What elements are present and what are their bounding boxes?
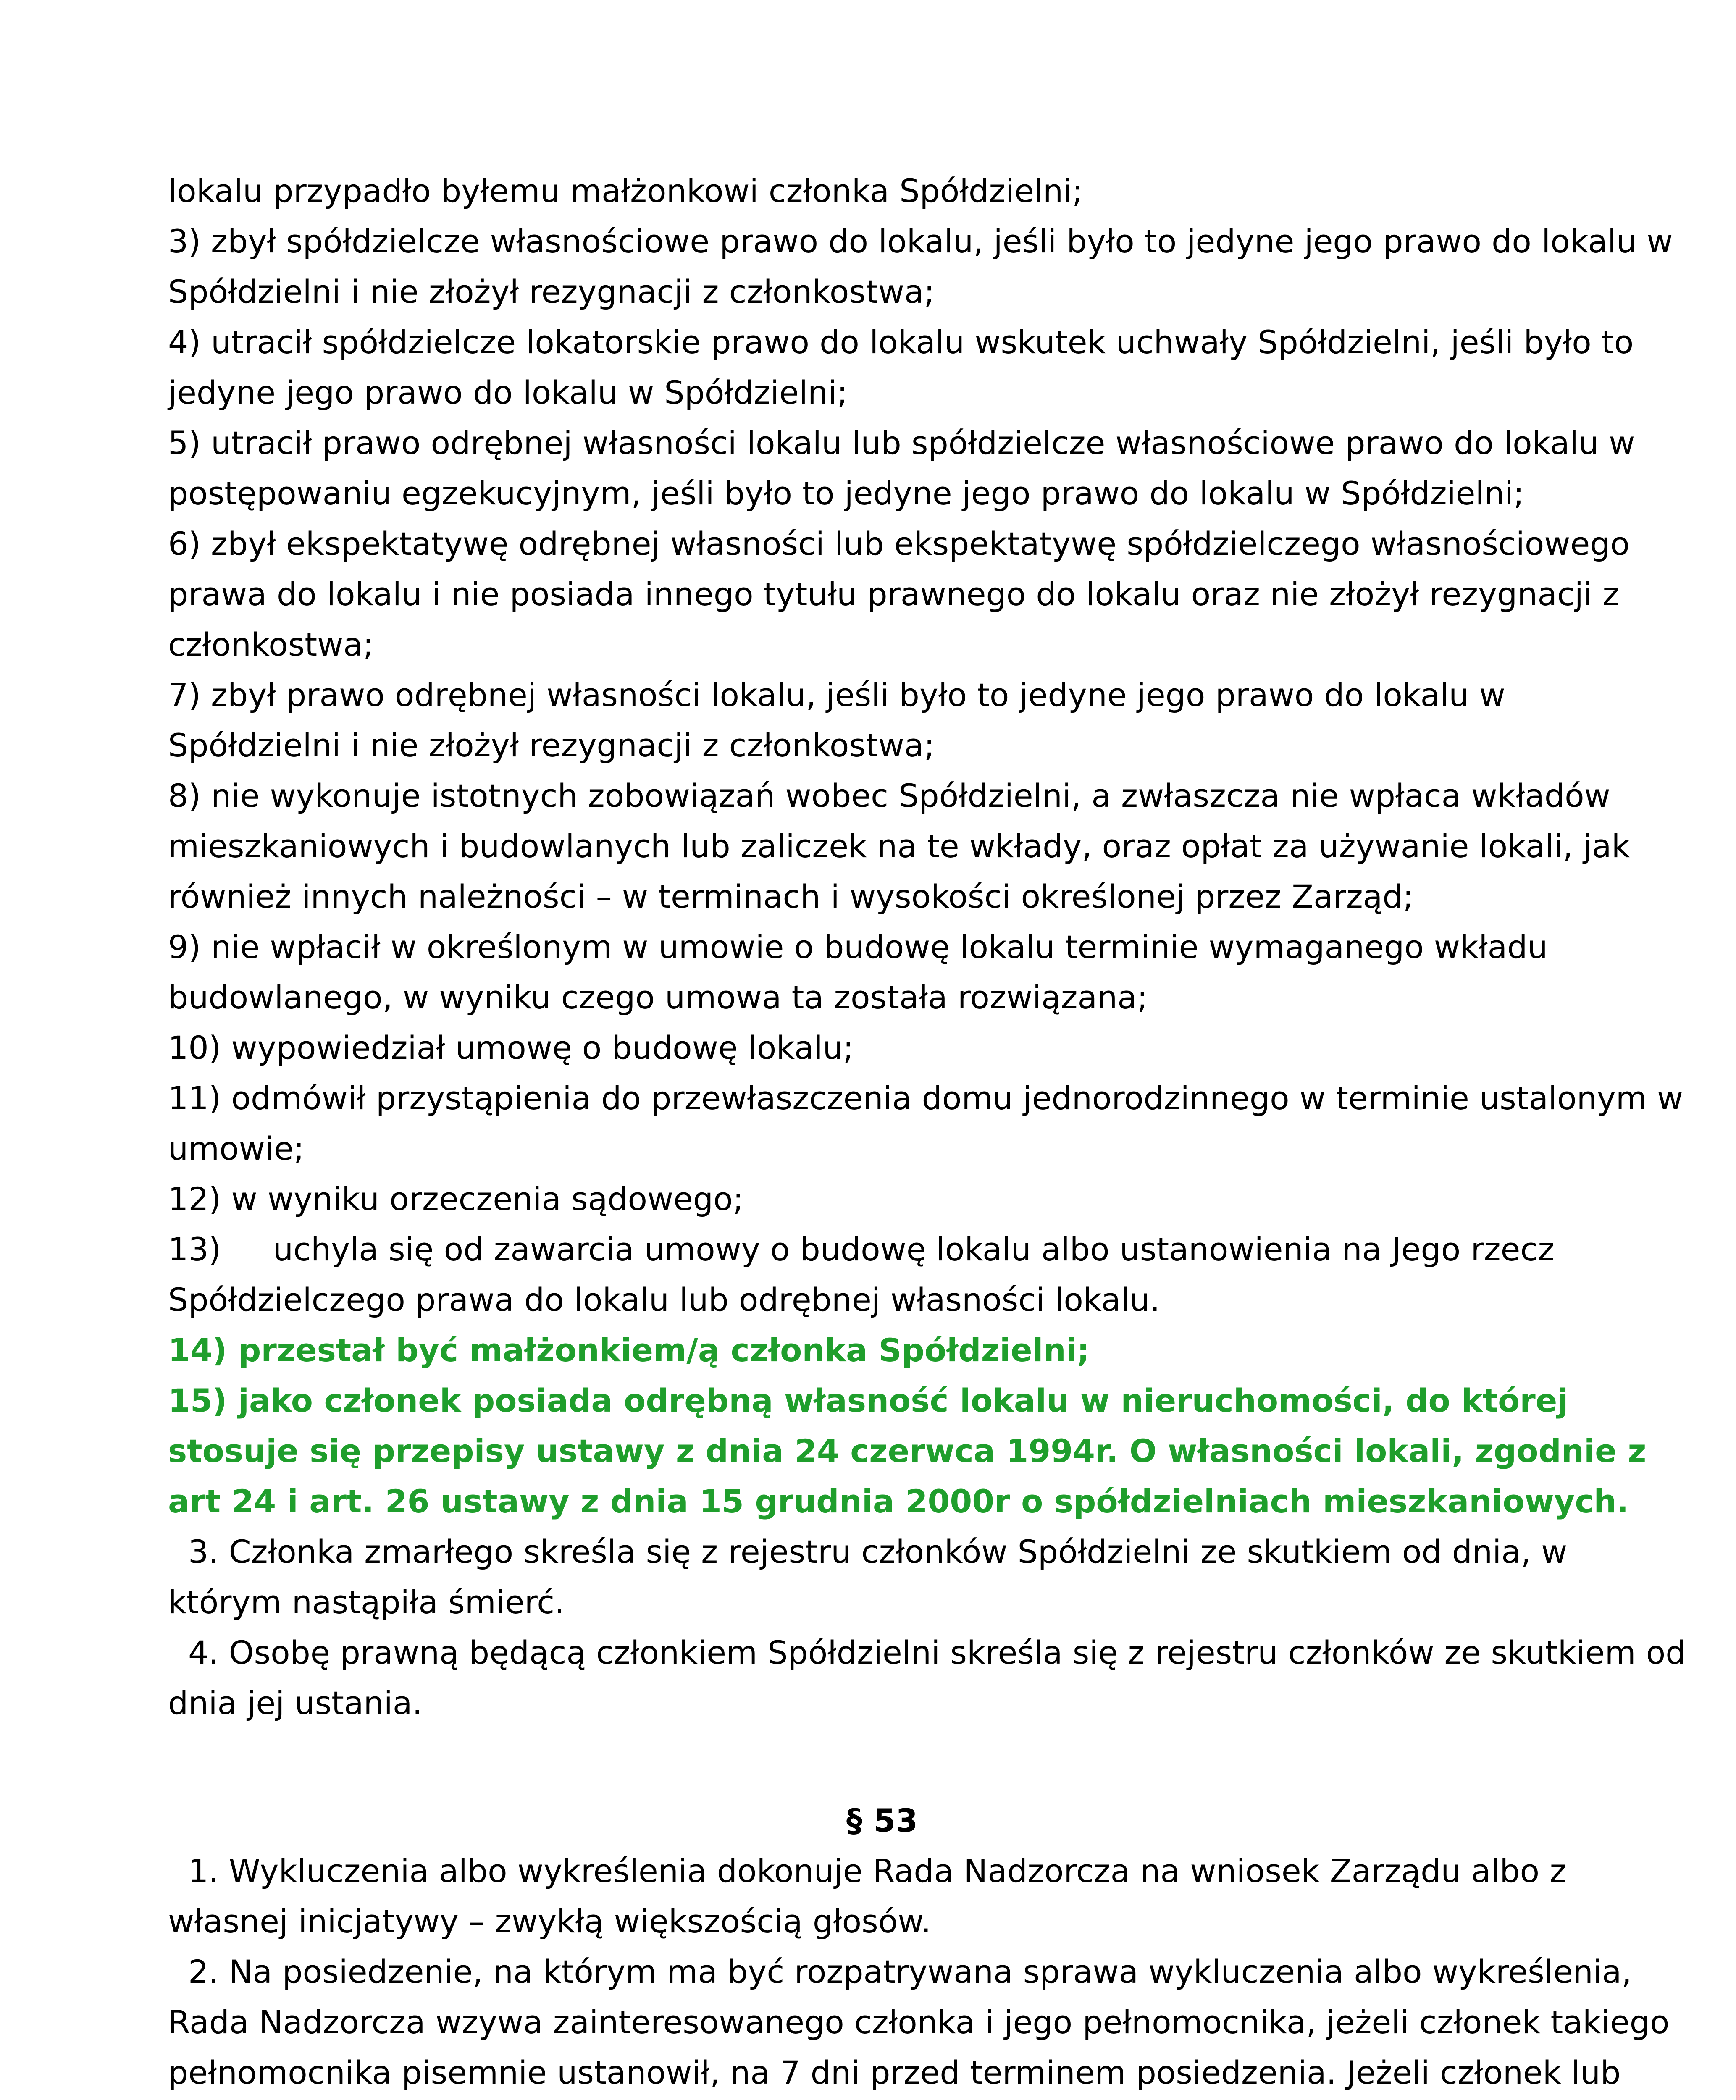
list-item xyxy=(168,216,1673,317)
item-text: uchyla się od zawarcia umowy o budowę lokalu albo ustanowienia na Jego rzecz xyxy=(273,1231,1555,1268)
intro-line: lokalu przypadło byłemu małżonkowi członka Spółdzielni; xyxy=(168,172,1083,210)
paragraph-line: którym nastąpiła śmierć. xyxy=(168,1583,565,1621)
list-item-line: 10) wypowiedział umowę o budowę lokalu; xyxy=(168,1029,854,1066)
paragraph xyxy=(168,1846,1596,1947)
document-page xyxy=(168,166,1686,2100)
paragraph-line: 4. Osobę prawną będącą członkiem Spółdzielni skreśla się z rejestru członków ze skutkiem od xyxy=(188,1634,1686,1671)
section-heading: § 53 xyxy=(846,1802,918,1839)
paragraph-line: 1. Wykluczenia albo wykreślenia dokonuje Rada Nadzorcza na wniosek Zarządu albo z xyxy=(188,1852,1567,1890)
paragraph xyxy=(168,1527,1596,1628)
list-item-line: 8) nie wykonuje istotnych zobowiązań wobec Spółdzielni, a zwłaszcza nie wpłaca wkładów xyxy=(168,777,1610,814)
list-item-line: jedyne jego prawo do lokalu w Spółdzielni; xyxy=(168,374,848,411)
list-item-line xyxy=(168,1224,1596,1275)
list-item-line: Spółdzielni i nie złożył rezygnacji z członkostwa; xyxy=(168,727,935,764)
list-item xyxy=(168,1023,1596,1073)
list-item-line: 6) zbył ekspektatywę odrębnej własności lub ekspektatywę spółdzielczego własnościowego xyxy=(168,525,1630,562)
paragraph-line: 2. Na posiedzenie, na którym ma być rozpatrywana sprawa wykluczenia albo wykreślenia, xyxy=(188,1953,1632,1990)
list-item-line: 12) w wyniku orzeczenia sądowego; xyxy=(168,1180,744,1218)
paragraph-line: Rada Nadzorcza wzywa zainteresowanego członka i jego pełnomocnika, jeżeli członek takiego xyxy=(168,2003,1670,2041)
list-item-line: postępowaniu egzekucyjnym, jeśli było to jedyne jego prawo do lokalu w Spółdzielni; xyxy=(168,475,1524,512)
paragraph-line: dnia jej ustania. xyxy=(168,1684,423,1722)
paragraph xyxy=(168,1947,1670,2100)
list-item-line: Spółdzielni i nie złożył rezygnacji z członkostwa; xyxy=(168,273,935,310)
list-item-line: mieszkaniowych i budowlanych lub zaliczek na te wkłady, oraz opłat za używanie lokali, jak xyxy=(168,827,1630,865)
list-item xyxy=(168,1174,1596,1224)
list-item-line: 7) zbył prawo odrębnej własności lokalu, jeśli było to jedyne jego prawo do lokalu w xyxy=(168,676,1505,714)
paragraph-line: 3. Członka zmarłego skreśla się z rejestru członków Spółdzielni ze skutkiem od dnia, w xyxy=(188,1533,1568,1570)
list-item xyxy=(168,922,1596,1023)
amendment-block xyxy=(168,1325,1647,1527)
list-item-line: członkostwa; xyxy=(168,626,374,663)
list-item-line: budowlanego, w wyniku czego umowa ta została rozwiązana; xyxy=(168,979,1148,1016)
paragraph-line xyxy=(168,2098,1596,2100)
list-item-line: umowie; xyxy=(168,1130,305,1167)
amended-line: 15) jako członek posiada odrębną własność lokalu w nieruchomości, do której xyxy=(168,1382,1568,1419)
paragraph xyxy=(168,1628,1686,1728)
list-item-13 xyxy=(168,1224,1596,1325)
list-item-line: 3) zbył spółdzielcze własnościowe prawo do lokalu, jeśli było to jedyne jego prawo do lokalu w xyxy=(168,223,1673,260)
list-item xyxy=(168,771,1630,922)
list-item xyxy=(168,670,1596,771)
paragraph-line: pełnomocnika pisemnie ustanowił, na 7 dni przed terminem posiedzenia. Jeżeli członek lub xyxy=(168,2054,1621,2091)
list-item-line: również innych należności – w terminach i wysokości określonej przez Zarząd; xyxy=(168,878,1414,915)
list-item xyxy=(168,418,1635,519)
list-item xyxy=(168,317,1634,418)
list-item-line: 11) odmówił przystąpienia do przewłaszczenia domu jednorodzinnego w terminie ustalonym w xyxy=(168,1079,1683,1117)
list-item-line: Spółdzielczego prawa do lokalu lub odrębnej własności lokalu. xyxy=(168,1281,1160,1318)
list-item-line: 9) nie wpłacił w określonym w umowie o budowę lokalu terminie wymaganego wkładu xyxy=(168,928,1548,966)
list-item xyxy=(168,519,1630,670)
list-item-line: 4) utracił spółdzielcze lokatorskie prawo do lokalu wskutek uchwały Spółdzielni, jeśli było to xyxy=(168,323,1634,361)
paragraph-line: własnej inicjatywy – zwykłą większością głosów. xyxy=(168,1903,931,1940)
item-number: 13) xyxy=(168,1231,221,1268)
amended-line: art 24 i art. 26 ustawy z dnia 15 grudnia 2000r o spółdzielniach mieszkaniowych. xyxy=(168,1483,1629,1520)
amended-line: stosuje się przepisy ustawy z dnia 24 czerwca 1994r. O własności lokali, zgodnie z xyxy=(168,1432,1647,1470)
list-item-line: 5) utracił prawo odrębnej własności lokalu lub spółdzielcze własnościowe prawo do lokalu w xyxy=(168,424,1635,462)
list-item-line: prawa do lokalu i nie posiada innego tytułu prawnego do lokalu oraz nie złożył rezygnacji z xyxy=(168,575,1620,613)
amended-line: 14) przestał być małżonkiem/ą członka Spółdzielni; xyxy=(168,1331,1090,1369)
list-item xyxy=(168,1073,1683,1174)
